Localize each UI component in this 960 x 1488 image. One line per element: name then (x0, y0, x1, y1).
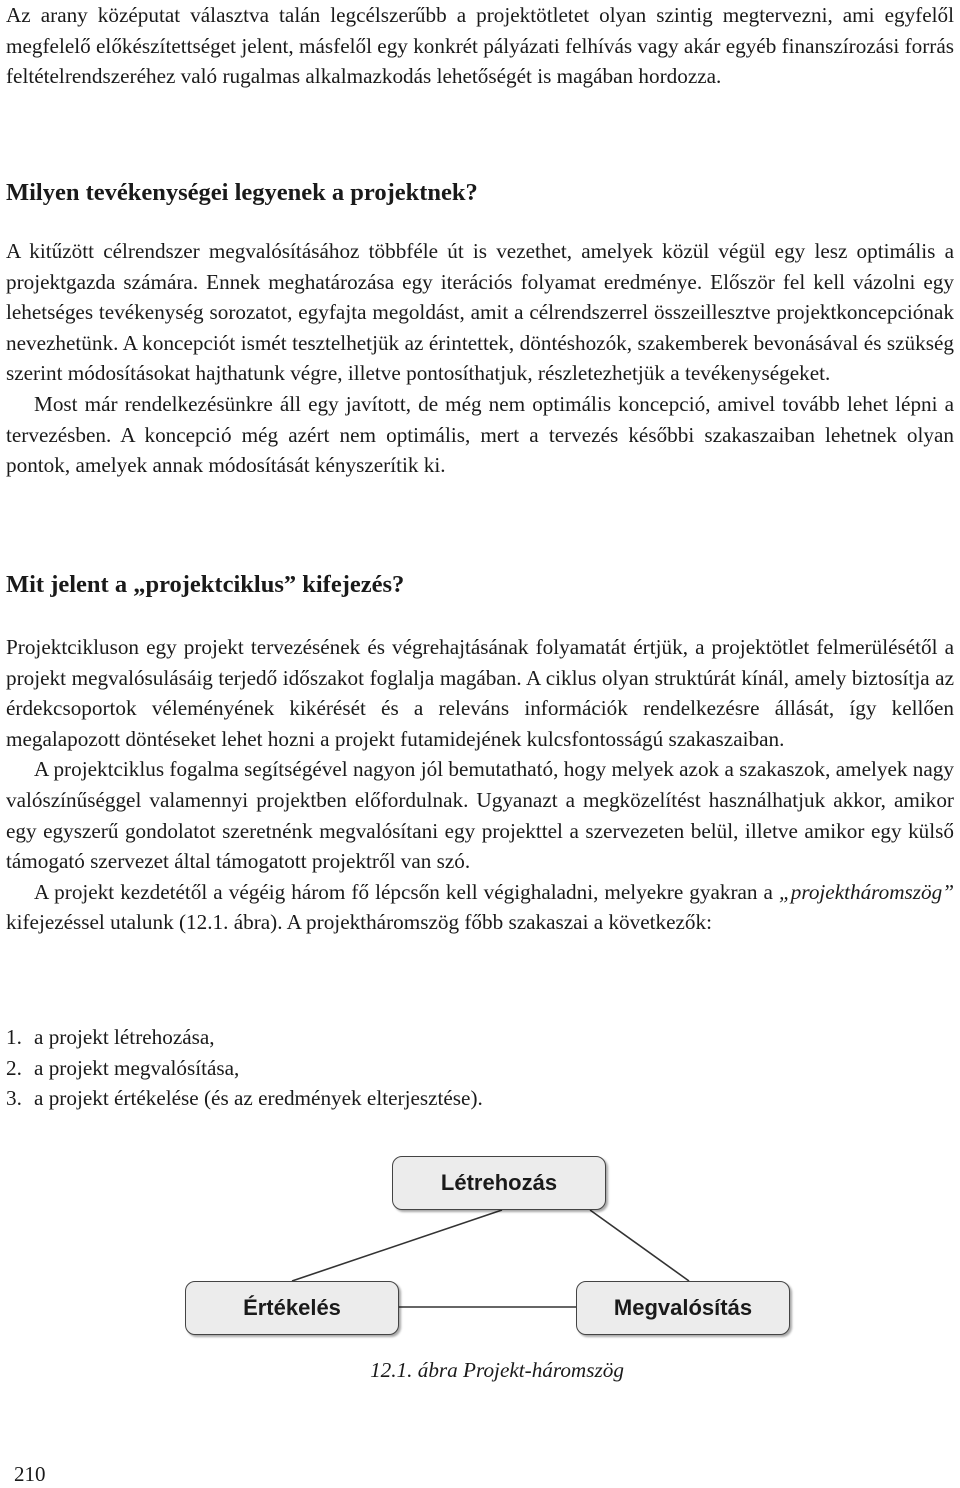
list-item (6, 1083, 483, 1114)
intro-paragraph: Az arany középutat választva talán legcélszerűbb a projektötletet olyan szintig megtervezni, ami egyfelől megfelelő előkészítettséget jelent, másfelől egy konkrét pályázati felhívás vagy akár egyéb finanszírozási forrás feltételrendszeréhez való rugalmas alkalmazkodás lehetőségét is magában hordozza. (6, 3, 954, 89)
stage-box-ertekeles: Értékelés (185, 1281, 399, 1335)
section-heading-project-cycle: Mit jelent a „projektciklus” kifejezés? (6, 571, 405, 598)
stages-list (6, 1022, 483, 1114)
figure-caption: 12.1. ábra Projekt-háromszög (370, 1358, 624, 1382)
paragraph-3-text-end: kifejezéssel utalunk (12.1. ábra). A projektháromszög főbb szakaszai a következők: (6, 910, 713, 935)
project-cycle-paragraph-2: A projektciklus fogalma segítségével nagyon jól bemutatható, hogy melyek azok a szakaszok, amelyek nagy valószínűséggel valamennyi projektben előfordulnak. Ugyanazt a megközelítést használhatjuk akkor, amikor egy egyszerű gondolatot szeretnénk megvalósítani egy projekttel a szervezeten belül, illetve amikor egy külső támogató szervezet által támogatott projektről van szó. (6, 757, 954, 874)
project-triangle-diagram (6, 1150, 954, 1390)
connector-top-right (590, 1210, 689, 1281)
stage-box-megvalositas: Megvalósítás (576, 1281, 790, 1335)
stage-box-letrehozas: Létrehozás (392, 1156, 606, 1210)
page-number: 210 (14, 1462, 46, 1486)
activities-section (6, 236, 954, 481)
project-cycle-paragraph-1: Projektcikluson egy projekt tervezésének és végrehajtásának folyamatát értjük, a projektötlet felmerülésétől a projekt megvalósulásáig terjedő időszakot foglalja magában. A ciklus olyan struktúrát kínál, amely biztosítja az érdekcsoportok véleményének kikérését és a releváns információk rendelkezésre állását, így kellően megalapozott döntéseket lehet hozni a projekt futamidejének kulcsfontosságú szakaszaiban. (6, 635, 954, 751)
project-cycle-section (6, 632, 954, 938)
list-item (6, 1022, 483, 1053)
project-cycle-paragraph-3 (6, 877, 954, 938)
list-item-text: a projekt létrehozása, (34, 1025, 215, 1049)
list-item-text: a projekt értékelése (és az eredmények elterjesztése). (34, 1086, 483, 1111)
paragraph-3-text-start: A projekt kezdetétől a végéig három fő lépcsőn kell végighaladni, melyekre gyakran a (34, 879, 779, 904)
activities-paragraph-1: A kitűzött célrendszer megvalósításához többféle út is vezethet, amelyek közül végül egy lesz optimális a projektgazda számára. Ennek meghatározása egy iterációs folyamat eredménye. Először fel kell vázolni egy lehetséges tevékenység sorozatot, egyfajta megoldást, amit a célrendszerrel összeillesztve projektkoncepciónak nevezhetünk. A koncepciót ismét tesztelhetjük az érintettek, döntéshozók, szakemberek bevonásával és szükség szerint módosításokat hajthatunk végre, illetve pontosíthatjuk, részletezhetjük a tevékenységeket. (6, 239, 954, 386)
list-item (6, 1053, 483, 1084)
list-item-number: 3. (6, 1086, 22, 1111)
connector-top-left (292, 1210, 502, 1281)
activities-paragraph-2: Most már rendelkezésünkre áll egy javított, de még nem optimális koncepció, amivel tovább lehet lépni a tervezésben. A koncepció még azért nem optimális, mert a tervezés későbbi szakaszaiban lehetnek olyan pontok, amelyek annak módosítását kényszerítik ki. (6, 391, 954, 478)
list-item-number: 2. (6, 1055, 22, 1080)
projektharomszog-term: „projektháromszög” (778, 879, 954, 904)
section-heading-activities: Milyen tevékenységei legyenek a projektnek? (6, 179, 478, 206)
list-item-text: a projekt megvalósítása, (34, 1055, 240, 1080)
list-item-number: 1. (6, 1025, 22, 1049)
